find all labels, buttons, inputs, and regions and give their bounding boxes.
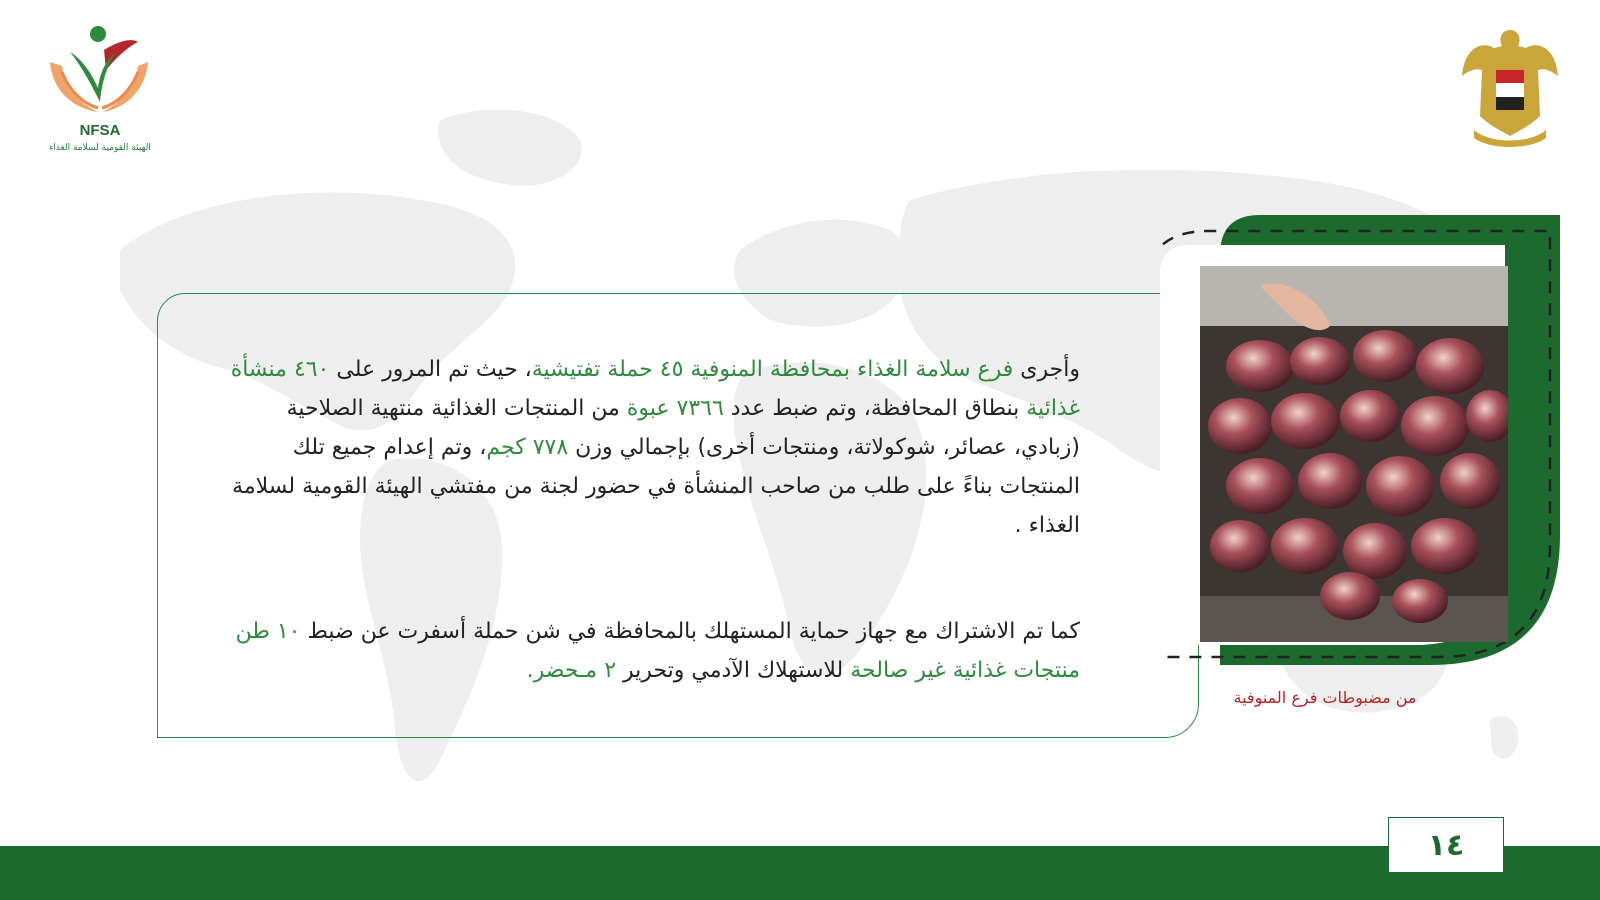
p1-highlight-packages: ٧٣٦٦ عبوة [626,396,724,421]
paragraph-consumer-protection [220,612,1080,690]
p1-highlight-facilities: ٤٦٠ منشأة غذائية [230,357,1080,421]
p1-text: من المنتجات الغذائية منتهية الصلاحية (زبادي، عصائر، شوكولاتة، ومنتجات أخرى) بإجمالي وزن [286,396,1080,460]
nfsa-logo-subtitle: الهيئة القومية لسلامة الغذاء [49,143,151,153]
paragraph-campaigns [220,350,1080,545]
nfsa-logo-text: NFSA [79,122,121,139]
p1-text: بنطاق المحافظة، وتم ضبط عدد [723,396,1027,421]
p2-text: كما تم الاشتراك مع جهاز حماية المستهلك بالمحافظة في شن حملة أسفرت عن ضبط [300,619,1080,644]
footer-bar [0,846,1600,900]
p1-highlight-weight: ٧٧٨ كجم [486,435,569,460]
p1-text: وأجرى [1013,357,1080,382]
egypt-eagle-emblem-icon [1460,26,1560,152]
p2-highlight-reports: ٢ مـحضر. [526,658,617,683]
page-number: ١٤ [1388,817,1504,873]
seized-food-photo [1200,266,1508,642]
p1-text: ، وتم إعدام جميع تلك المنتجات بناءً على طلب من صاحب المنشأة في حضور لجنة من مفتشي الهيئة القومية لسلامة الغذاء . [232,435,1080,538]
p1-highlight-branch: فرع سلامة الغذاء بمحافظة المنوفية ٤٥ حملة تفتيشية [531,357,1014,382]
p2-text: للاستهلاك الآدمي وتحرير [616,658,851,683]
p2-highlight-tons: ١٠ طن منتجات غذائية غير صالحة [235,619,1080,683]
photo-caption: من مضبوطات فرع المنوفية [1233,688,1417,707]
p1-text: ، حيث تم المرور على [329,357,532,382]
nfsa-logo [40,22,160,162]
nfsa-hands-icon [40,22,160,122]
